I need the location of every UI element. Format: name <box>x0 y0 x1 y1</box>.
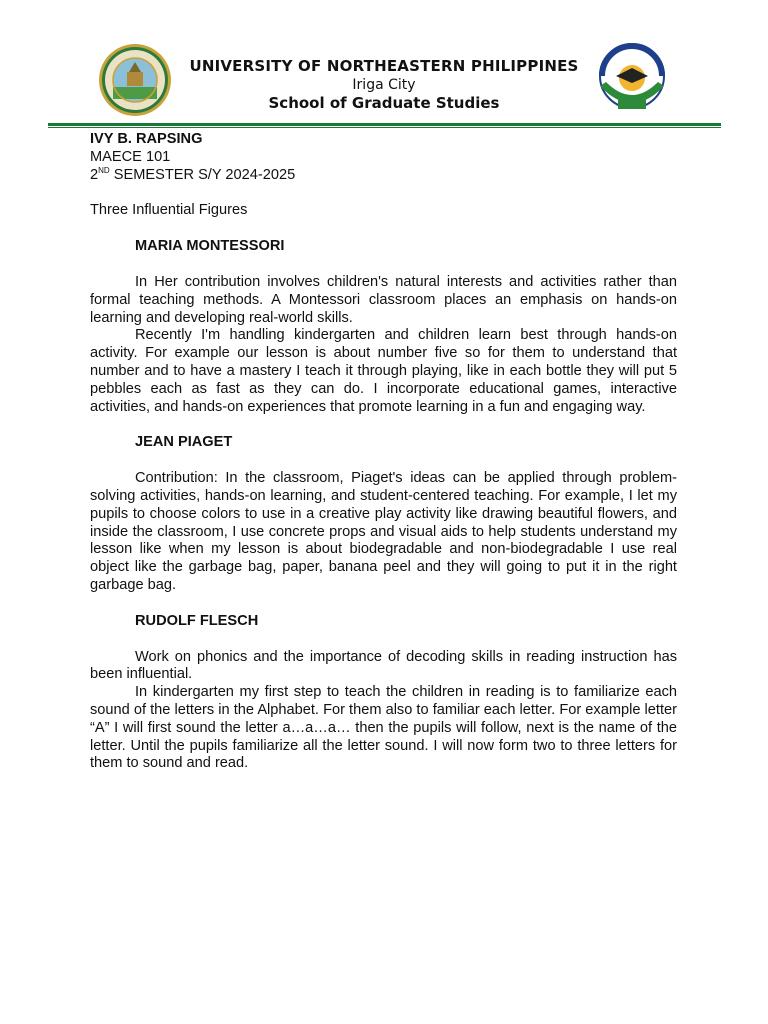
letterhead-text <box>180 57 588 113</box>
paragraph: Contribution: In the classroom, Piaget's ideas can be applied through problem-solving activities, hands-on learning, and student-centered teaching. For example, I let my pupils to choose colors to use in a creative play activity like drawing beautiful flowers, and inside the classroom, I use concrete props and visual aids to help students understand my lesson like when my lesson is about biodegradable and non-biodegradable I use real object like the garbage bag, paper, banana peel and they will going to put it in the right garbage bag. <box>90 470 677 593</box>
paragraph: In Her contribution involves children's natural interests and activities rather than formal teaching methods. A Montessori classroom places an emphasis on hands-on learning and developing real-world skills. <box>90 273 677 326</box>
paragraph: Recently I'm handling kindergarten and children learn best through hands-on activity. For example our lesson is about number five so for them to understand that number and to have a mastery I teach it through playing, like in each bottle they will put 5 pebbles each as fast as they can do. I incorporate educational games, interactive activities, and hands-on experiences that promote learning in a fun and engaging way. <box>90 327 677 415</box>
document-title: Three Influential Figures <box>90 202 248 219</box>
header-divider-rule <box>48 123 721 126</box>
graduate-studies-logo-icon <box>594 42 670 116</box>
university-name: UNIVERSITY OF NORTHEASTERN PHILIPPINES <box>189 57 579 75</box>
course-code: MAECE 101 <box>90 148 171 165</box>
university-seal-icon <box>92 42 178 118</box>
document-body <box>90 131 677 773</box>
section-heading-flesch: RUDOLF FLESCH <box>135 612 259 629</box>
paragraph: Work on phonics and the importance of decoding skills in reading instruction has been influential. <box>90 648 677 683</box>
header-divider-thin-rule <box>48 127 721 128</box>
semester-line <box>90 167 677 185</box>
semester-number: 2 <box>90 166 99 183</box>
section-heading-piaget: JEAN PIAGET <box>135 434 233 451</box>
city-name: Iriga City <box>352 77 416 93</box>
student-name: IVY B. RAPSING <box>90 131 203 147</box>
school-name: School of Graduate Studies <box>268 94 500 112</box>
semester-superscript: ND <box>98 165 110 175</box>
paragraph: In kindergarten my first step to teach the children in reading is to familiarize each sound of the letters in the Alphabet. For them also to familiar each letter. For example letter “A” I will first sound the letter a…a…a… then the pupils will follow, next is the name of the letter. Until the pupils familiarize all the letter sound. I will now form two to three letters for them to sound and read. <box>90 684 677 772</box>
semester-text: SEMESTER S/Y 2024-2025 <box>109 166 296 183</box>
letterhead <box>0 0 768 128</box>
section-heading-montessori: MARIA MONTESSORI <box>135 238 285 255</box>
